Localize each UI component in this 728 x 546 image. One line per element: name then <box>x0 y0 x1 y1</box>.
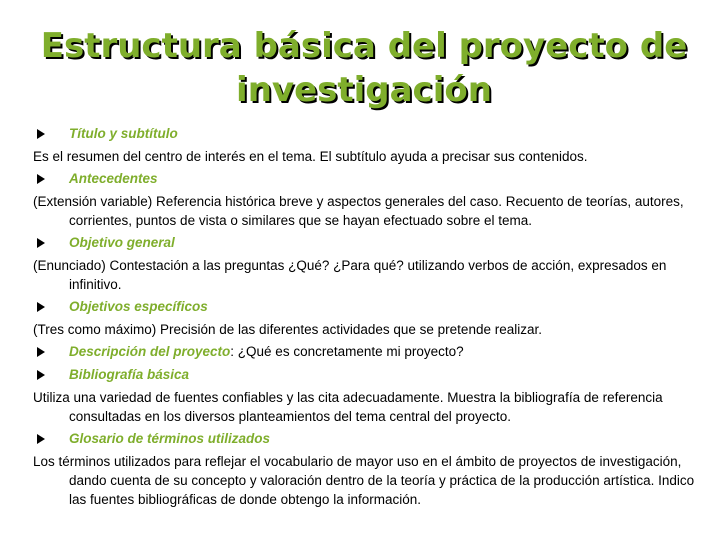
slide-title-line-2: investigación <box>236 70 492 110</box>
section-heading-antecedentes: Antecedentes <box>33 169 713 189</box>
section-text-bibliografia: Utiliza una variedad de fuentes confiables y las cita adecuadamente. Muestra la bibliografía de referencia consultadas en los diversos planteamientos del tema central del proyecto. <box>33 390 663 424</box>
section-heading-glosario: Glosario de términos utilizados <box>33 429 713 449</box>
square-bullet-icon <box>37 370 45 380</box>
section-heading-objetivos-especificos: Objetivos específicos <box>33 297 713 317</box>
section-text-objetivo-general: (Enunciado) Contestación a las preguntas ¿Qué? ¿Para qué? utilizando verbos de acción, expresados en infinitivo. <box>33 258 667 292</box>
square-bullet-icon <box>37 302 45 312</box>
section-text-glosario: Los términos utilizados para reflejar el vocabulario de mayor uso en el ámbito de proyectos de investigación, dando cuenta de su concepto y valoración dentro de la teoría y práctica de la producción artística. Indico las fuentes bibliográficas de donde obtengo la información. <box>33 454 695 507</box>
section-text-objetivos-especificos: (Tres como máximo) Precisión de las diferentes actividades que se pretende realizar. <box>33 322 542 337</box>
section-text-antecedentes: (Extensión variable) Referencia histórica breve y aspectos generales del caso. Recuento de teorías, autores, corrientes, puntos de vista o similares que se hayan efectuado sobre el tema. <box>33 194 684 228</box>
slide-content <box>33 124 713 512</box>
square-bullet-icon <box>37 129 45 139</box>
section-heading-bibliografia: Bibliografía básica <box>33 365 713 385</box>
section-heading-objetivo-general: Objetivo general <box>33 233 713 253</box>
square-bullet-icon <box>37 347 45 357</box>
section-heading-descripcion: Descripción del proyecto: ¿Qué es concretamente mi proyecto? <box>33 342 713 362</box>
slide-title-line-1: Estructura básica del proyecto de <box>40 26 688 66</box>
section-heading-titulo: Título y subtítulo <box>33 124 713 144</box>
slide-title <box>20 24 708 112</box>
section-inline-text-descripcion: : ¿Qué es concretamente mi proyecto? <box>230 344 464 359</box>
square-bullet-icon <box>37 238 45 248</box>
section-text-titulo: Es el resumen del centro de interés en el tema. El subtítulo ayuda a precisar sus contenidos. <box>33 149 588 164</box>
square-bullet-icon <box>37 174 45 184</box>
square-bullet-icon <box>37 434 45 444</box>
